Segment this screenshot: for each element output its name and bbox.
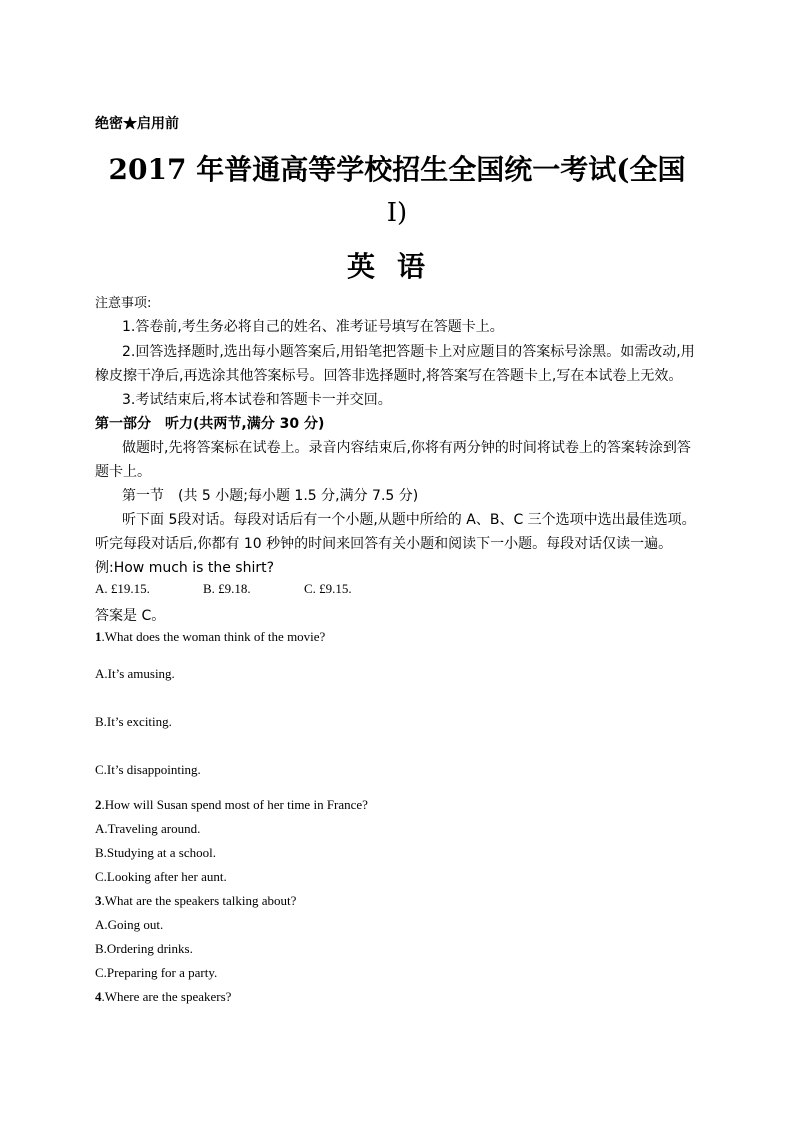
question-number: 1 (95, 629, 102, 644)
question-4 (95, 989, 231, 1005)
example-option-b: B. £9.18. (203, 581, 251, 596)
question-number: 4 (95, 989, 102, 1004)
example-question: 例:How much is the shirt? (95, 560, 275, 576)
question-1 (95, 629, 325, 645)
question-text: .How will Susan spend most of her time in France? (101, 797, 368, 812)
question-number: 3 (95, 893, 102, 908)
q2-option-c: C.Looking after her aunt. (95, 869, 227, 884)
question-text: .What does the woman think of the movie? (101, 629, 326, 644)
exam-title-line1: 2017 年普通高等学校招生全国统一考试(全国 (108, 153, 686, 186)
notice-item-3: 3.考试结束后,将本试卷和答题卡一并交回。 (122, 392, 392, 408)
q1-option-c: C.It’s disappointing. (95, 762, 201, 777)
example-option-c: C. £9.15. (304, 581, 352, 596)
section1-instruction-1: 听下面 5段对话。每段对话后有一个小题,从题中所给的 A、B、C 三个选项中选出最佳选项。 (122, 512, 696, 528)
q2-option-b: B.Studying at a school. (95, 845, 216, 860)
part1-instruction-2: 题卡上。 (95, 464, 151, 480)
notice-title: 注意事项: (95, 296, 152, 311)
q2-option-a: A.Traveling around. (95, 821, 201, 836)
section1-heading: 第一节 (共 5 小题;每小题 1.5 分,满分 7.5 分) (122, 488, 419, 504)
q3-option-c: C.Preparing for a party. (95, 965, 218, 980)
question-3 (95, 893, 296, 909)
question-text: .What are the speakers talking about? (101, 893, 297, 908)
example-option-a: A. £19.15. (95, 581, 150, 596)
q3-option-b: B.Ordering drinks. (95, 941, 193, 956)
notice-item-1: 1.答卷前,考生务必将自己的姓名、准考证号填写在答题卡上。 (122, 319, 504, 335)
notice-item-2-cont: 橡皮擦干净后,再选涂其他答案标号。回答非选择题时,将答案写在答题卡上,写在本试卷上无效。 (95, 368, 683, 384)
q1-option-a: A.It’s amusing. (95, 666, 175, 681)
confidential-label: 绝密★启用前 (95, 116, 179, 132)
part1-heading: 第一部分 听力(共两节,满分 30 分) (95, 416, 325, 432)
q1-option-b: B.It’s exciting. (95, 714, 172, 729)
example-options (95, 581, 352, 597)
question-2 (95, 797, 368, 813)
exam-title-line2: Ⅰ) (386, 198, 408, 228)
subject-title: 英语 (346, 250, 447, 283)
question-number: 2 (95, 797, 102, 812)
question-text: .Where are the speakers? (101, 989, 232, 1004)
section1-instruction-2: 听完每段对话后,你都有 10 秒钟的时间来回答有关小题和阅读下一小题。每段对话仅读一遍。 (95, 536, 673, 552)
example-answer: 答案是 C。 (95, 608, 166, 624)
part1-instruction-1: 做题时,先将答案标在试卷上。录音内容结束后,你将有两分钟的时间将试卷上的答案转涂到答 (122, 440, 691, 456)
notice-item-2: 2.回答选择题时,选出每小题答案后,用铅笔把答题卡上对应题目的答案标号涂黑。如需改动,用 (122, 344, 695, 360)
q3-option-a: A.Going out. (95, 917, 164, 932)
